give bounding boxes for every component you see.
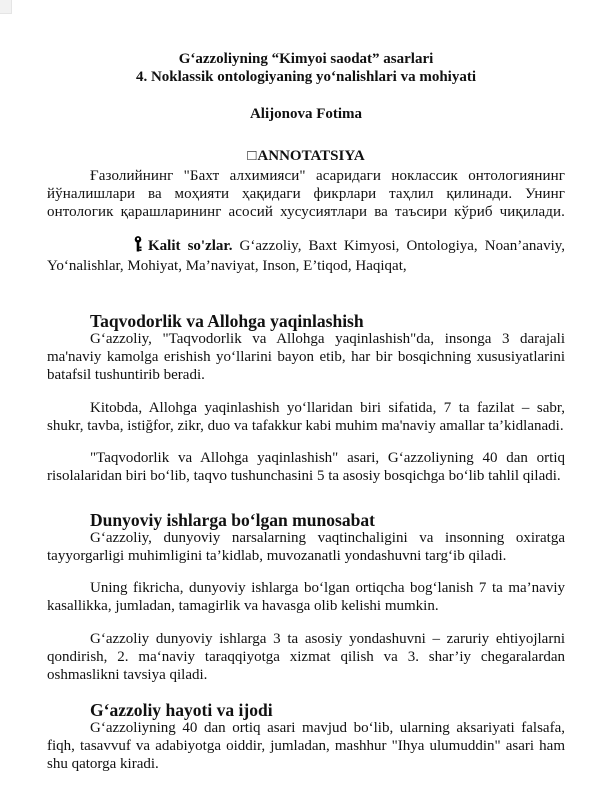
- missing-glyph-box: □: [247, 148, 258, 164]
- section-heading-hayoti: G‘azzoliy hayoti va ijodi: [90, 700, 273, 720]
- section-heading-dunyoviy: Dunyoviy ishlarga bo‘lgan munosabat: [90, 510, 375, 530]
- section-heading-taqvodorlik: Taqvodorlik va Allohga yaqinlashish: [90, 311, 364, 331]
- document-title: G‘azzoliyning “Kimyoi saodat” asarlari: [178, 51, 434, 67]
- author-name: Alijonova Fotima: [249, 106, 363, 122]
- scan-artifact: [0, 0, 12, 14]
- paragraph: Uning fikricha, dunyoviy ishlarga bo‘lgan ortiqcha bog‘lanish 7 ta ma’naviy kasallikka, jumladan, tamagirlik va havasga olib kelishi mumkin.: [47, 580, 565, 614]
- paragraph: G‘azzoliy, dunyoviy narsalarning vaqtinchaligini va insonning oxiratga tayyorgarligi muhimligini ta’kidlab, muvozanatli yondashuvni targ‘ib qiladi.: [47, 530, 565, 564]
- paragraph: Kitobda, Allohga yaqinlashish yo‘llaridan biri sifatida, 7 ta fazilat – sabr, shukr, tavba, istiğfor, zikr, duo va tafakkur kabi muhim ma'naviy amallar ta’kidlanadi.: [47, 400, 565, 434]
- annotation-heading: [47, 147, 565, 165]
- annotation-body: Ғазолийнинг "Бахт алхимияси" асаридаги ноклассик онтологиянинг йўналишлари ва моҳияти ҳақидаги фикрлари таҳлил қилинади. Унинг онтологик қарашларининг асосий хусусиятлари ва таъсири кўриб чиқилади.: [47, 168, 565, 220]
- document-subtitle: 4. Noklassik ontologiyaning yo‘nalishlari va mohiyati: [135, 69, 477, 85]
- paragraph: "Taqvodorlik va Allohga yaqinlashish" asari, G‘azzoliyning 40 dan ortiq risolalaridan biri bo‘lib, taqvo tushunchasini 5 ta asosiy bosqichga bo‘lib tahlil qiladi.: [47, 450, 565, 484]
- keywords-paragraph: [47, 236, 565, 275]
- paragraph: G‘azzoliyning 40 dan ortiq asari mavjud bo‘lib, ularning aksariyati falsafa, fiqh, tasavvuf va adabiyotga oiddir, jumladan, mashhur "Ihya ulumuddin" asari ham shu qatorga kiradi.: [47, 720, 565, 772]
- keywords-label: Kalit so'zlar.: [148, 238, 233, 254]
- keywords-text: G‘azzoliy, Baxt Kimyosi, Ontologiya, Noan’anaviy, Yo‘nalishlar, Mohiyat, Ma’naviyat, Inson, E’tiqod, Haqiqat,: [47, 238, 566, 274]
- annotation-heading-text: ANNOTATSIYA: [257, 148, 365, 164]
- paragraph: G‘azzoliy, "Taqvodorlik va Allohga yaqinlashish"da, insonga 3 darajali ma'naviy kamolga erishish yo‘llarini bayon etib, har bir bosqichning xususiyatlarini batafsil tushuntirib beradi.: [47, 331, 565, 383]
- key-icon: [90, 236, 143, 257]
- paragraph: G‘azzoliy dunyoviy ishlarga 3 ta asosiy yondashuvni – zaruriy ehtiyojlarni qondirish, 2. ma‘naviy taraqqiyotga xizmat qilish va 3. shar’iy chegaralardan oshmaslikni tavsiya qiladi.: [47, 631, 565, 683]
- title-block: [47, 50, 565, 86]
